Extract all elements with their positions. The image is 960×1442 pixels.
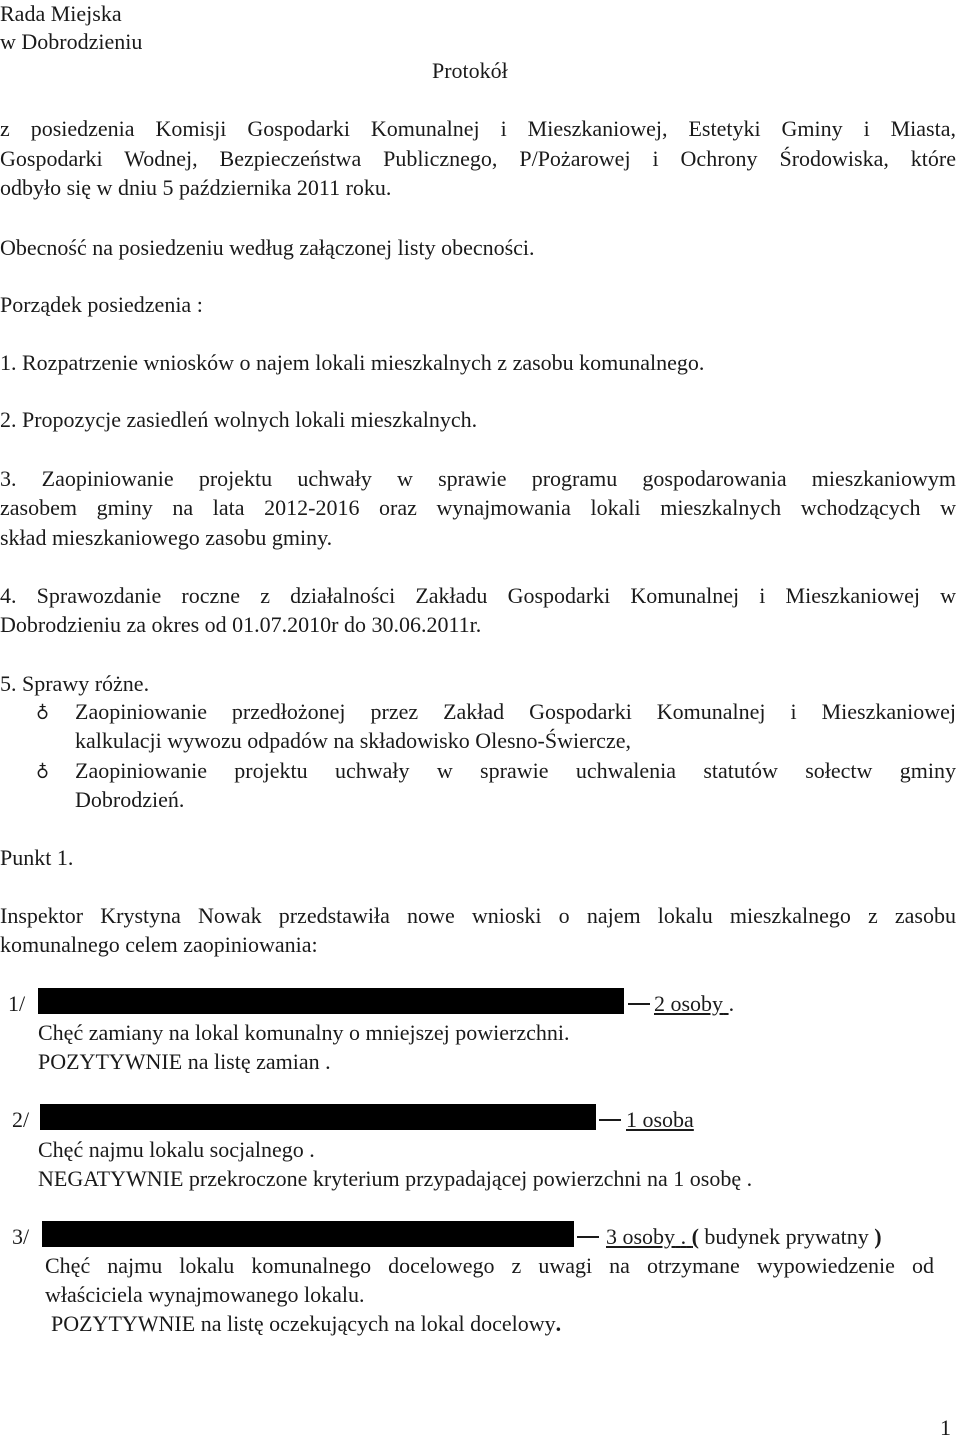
agenda-item-1: 1. Rozpatrzenie wniosków o najem lokali mieszkalnych z zasobu komunalnego. [0, 350, 705, 375]
application-3-line-2: właściciela wynajmowanego lokalu. [45, 1282, 365, 1307]
application-2-number: 2/ [12, 1107, 30, 1132]
redaction-bar [38, 988, 624, 1014]
agenda-item-3-line-2: zasobem gminy na lata 2012-2016 oraz wynajmowania lokali mieszkalnych wchodzących w [0, 495, 956, 520]
agenda-subitem-2-line-1: Zaopiniowanie projektu uchwały w sprawie uchwalenia statutów sołectw gminy [75, 758, 956, 783]
application-2-line-2: NEGATYWNIE przekroczone kryterium przypadającej powierzchni na 1 osobę . [38, 1166, 753, 1191]
application-1-line-1: Chęć zamiany na lokal komunalny o mniejszej powierzchni. [38, 1020, 570, 1045]
application-2-persons: 1 osoba [626, 1107, 694, 1132]
attendance-note: Obecność na posiedzeniu według załączonej listy obecności. [0, 235, 535, 260]
application-1-persons: 2 osoby . [654, 991, 735, 1016]
application-3-number: 3/ [12, 1224, 30, 1249]
application-3-persons: 3 osoby . ( budynek prywatny ) [606, 1224, 882, 1249]
application-3-line-3: POZYTYWNIE na listę oczekujących na lokal docelowy. [51, 1311, 562, 1336]
bullet-icon: ♁ [36, 701, 50, 721]
agenda-item-4-line-1: 4. Sprawozdanie roczne z działalności Zakładu Gospodarki Komunalnej i Mieszkaniowej w [0, 583, 956, 608]
agenda-subitem-1-line-1: Zaopiniowanie przedłożonej przez Zakład Gospodarki Komunalnej i Mieszkaniowej [75, 699, 956, 724]
dash [577, 1236, 599, 1238]
inspector-line-2: komunalnego celem zaopiniowania: [0, 932, 318, 957]
agenda-item-3-line-3: skład mieszkaniowego zasobu gminy. [0, 525, 333, 550]
application-3-line-1: Chęć najmu lokalu komunalnego docelowego z uwagi na otrzymane wypowiedzenie od [45, 1253, 934, 1278]
bullet-icon: ♁ [36, 760, 50, 780]
section-punkt-1: Punkt 1. [0, 845, 74, 870]
agenda-item-3-line-1: 3. Zaopiniowanie projektu uchwały w sprawie programu gospodarowania mieszkaniowym [0, 466, 956, 491]
dash [628, 1003, 650, 1005]
application-2-line-1: Chęć najmu lokalu socjalnego . [38, 1137, 315, 1162]
intro-line-1: z posiedzenia Komisji Gospodarki Komunalnej i Mieszkaniowej, Estetyki Gminy i Miasta, [0, 116, 956, 141]
dash [599, 1119, 621, 1121]
application-1-line-2: POZYTYWNIE na listę zamian . [38, 1049, 331, 1074]
agenda-item-5: 5. Sprawy różne. [0, 671, 150, 696]
application-1-number: 1/ [8, 991, 26, 1016]
inspector-line-1: Inspektor Krystyna Nowak przedstawiła nowe wnioski o najem lokalu mieszkalnego z zasobu [0, 903, 956, 928]
document-title: Protokół [432, 58, 508, 83]
redaction-bar [40, 1104, 596, 1130]
intro-line-3: odbyło się w dniu 5 października 2011 roku. [0, 175, 392, 200]
intro-line-2: Gospodarki Wodnej, Bezpieczeństwa Publicznego, P/Pożarowej i Ochrony Środowiska, które [0, 146, 956, 171]
agenda-heading: Porządek posiedzenia : [0, 292, 203, 317]
org-name-line2: w Dobrodzieniu [0, 29, 143, 54]
org-name-line1: Rada Miejska [0, 1, 122, 26]
agenda-item-2: 2. Propozycje zasiedleń wolnych lokali mieszkalnych. [0, 407, 478, 432]
agenda-subitem-1-line-2: kalkulacji wywozu odpadów na składowisko Olesno-Świercze, [75, 728, 631, 753]
agenda-item-4-line-2: Dobrodzieniu za okres od 01.07.2010r do 30.06.2011r. [0, 612, 482, 637]
page-number: 1 [940, 1415, 951, 1440]
agenda-subitem-2-line-2: Dobrodzień. [75, 787, 185, 812]
redaction-bar [42, 1221, 574, 1247]
